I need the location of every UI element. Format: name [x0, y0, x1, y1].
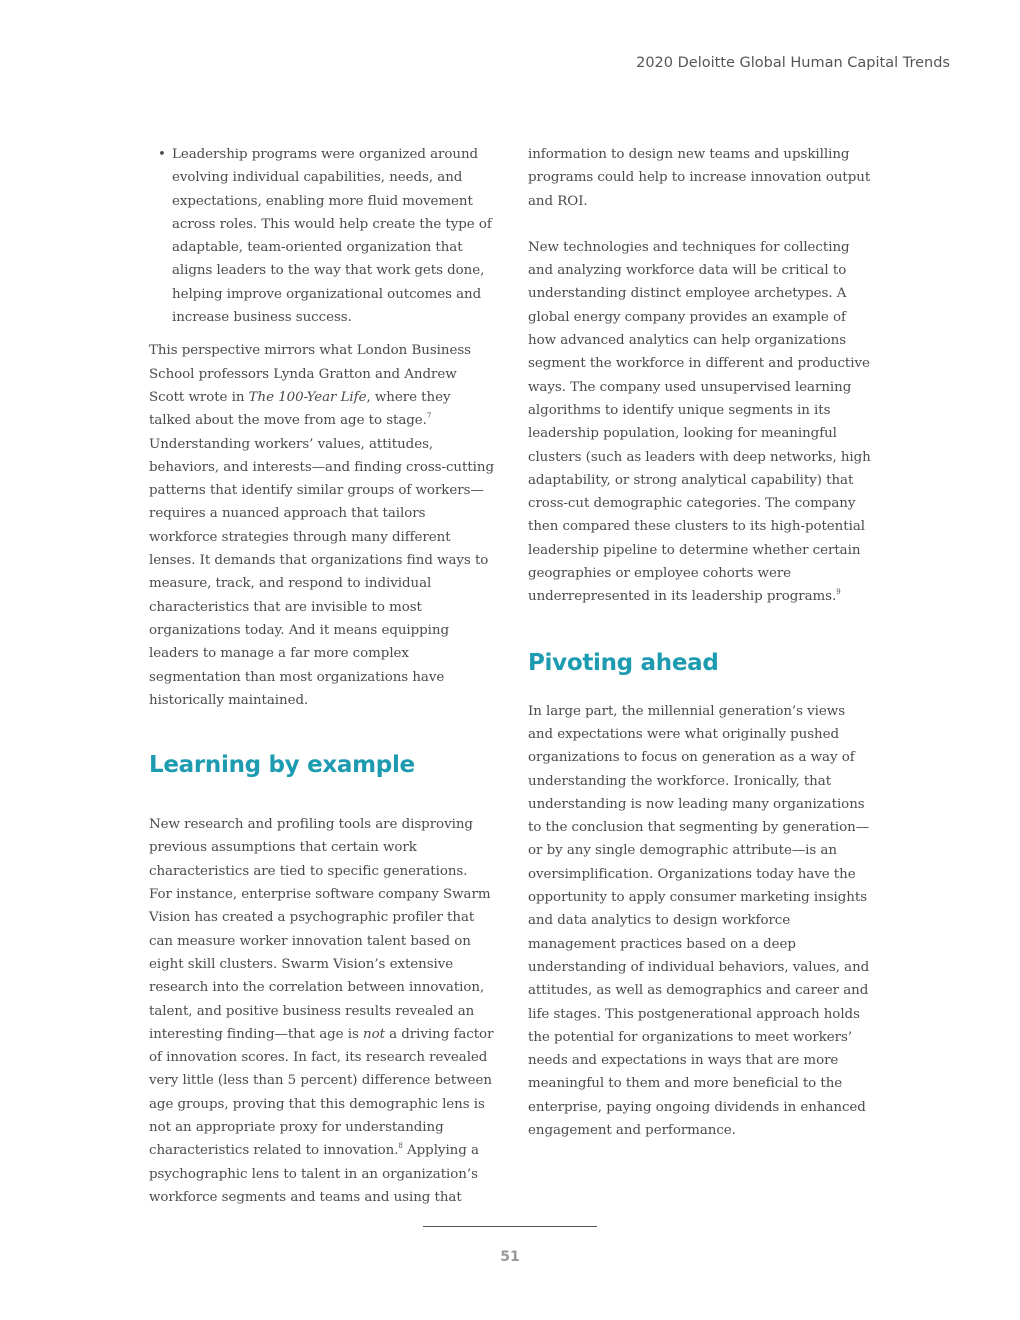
body-paragraph: In large part, the millennial generation’s views and expectations were what originally pushed organizations to focus on generation as a way of understanding the workforce. Ironically, that understanding is now leading many organizations to the conclusion that segmenting by generation—or by any single demographic attribute—is an oversimplification. Organizations today have the opportunity to apply consumer marketing insights and data analytics to design workforce management practices based on a deep understanding of individual behaviors, values, and attitudes, as well as demographics and career and life stages. This postgenerational approach holds the potential for organizations to meet workers’ needs and expectations in ways that are more meaningful to them and more beneficial to the enterprise, paying ongoing dividends in enhanced engagement and performance.	[528, 703, 870, 1138]
bullet-item: • Leadership programs were organized around evolving individual capabilities, needs, and expectations, enabling more fluid movement across roles. This would help create the type of adaptable, team-oriented organization that aligns leaders to the way that work gets done, helping improve organizational outcomes and increase business success.	[172, 143, 494, 329]
body-paragraph: information to design new teams and upskilling programs could help to increase innovation output and ROI.	[528, 147, 871, 209]
footnote-ref[interactable]: 8	[398, 1142, 403, 1151]
section-heading-pivoting: Pivoting ahead	[528, 649, 719, 676]
right-column	[528, 143, 873, 1142]
emphasis: not	[363, 1026, 385, 1042]
footer-divider	[423, 1226, 597, 1227]
body-paragraph: This perspective mirrors what London Business School professors Lynda Gratton and Andrew Scott wrote in The 100-Year Life, where they talked about the move from age to stage.$^7$ Understanding workers’ values, attitudes, behaviors, and interests—and finding cross-cutting patterns that identify similar groups of workers—requires a nuanced approach that tailors workforce strategies through many different lenses. It demands that organizations find ways to measure, track, and respond to individual characteristics that are invisible to most organizations today. And it means equipping leaders to manage a far more complex segmentation than most organizations have historically maintained.	[149, 343, 494, 708]
footnote-ref[interactable]: 7	[426, 412, 432, 421]
bullet-list	[149, 143, 494, 329]
body-paragraph: New technologies and techniques for collecting and analyzing workforce data will be critical to understanding distinct employee archetypes. A global energy company provides an example of how advanced analytics can help organizations segment the workforce in different and productive ways. The company used unsupervised learning algorithms to identify unique segments in its leadership population, looking for meaningful clusters (such as leaders with deep networks, high adaptability, or strong analytical capability) that cross-cut demographic categories. The company then compared these clusters to its high-potential leadership pipeline to determine whether certain geographies or employee cohorts were underrepresented in its leadership programs.$^9$	[528, 239, 871, 605]
page-number: 51	[500, 1249, 520, 1265]
body-paragraph: New research and profiling tools are disproving previous assumptions that certain work characteristics are tied to specific generations. For instance, enterprise software company Swarm Vision has created a psychographic profiler that can measure worker innovation talent based on eight skill clusters. Swarm Vision’s extensive research into the correlation between innovation, talent, and positive business results revealed an interesting finding—that age is not a driving factor of innovation scores. In fact, its research revealed very little (less than 5 percent) difference between age groups, proving that this demographic lens is not an appropriate proxy for understanding characteristics related to innovation.$^8$ Applying a psychographic lens to talent in an organization’s workforce segments and teams and using that	[149, 817, 494, 1205]
section-heading-learning: Learning by example	[149, 752, 415, 779]
running-header: 2020 Deloitte Global Human Capital Trends	[636, 55, 950, 71]
left-column	[149, 143, 494, 1209]
book-title: The 100-Year Life	[248, 389, 367, 405]
footnote-ref[interactable]: 9	[836, 588, 841, 597]
